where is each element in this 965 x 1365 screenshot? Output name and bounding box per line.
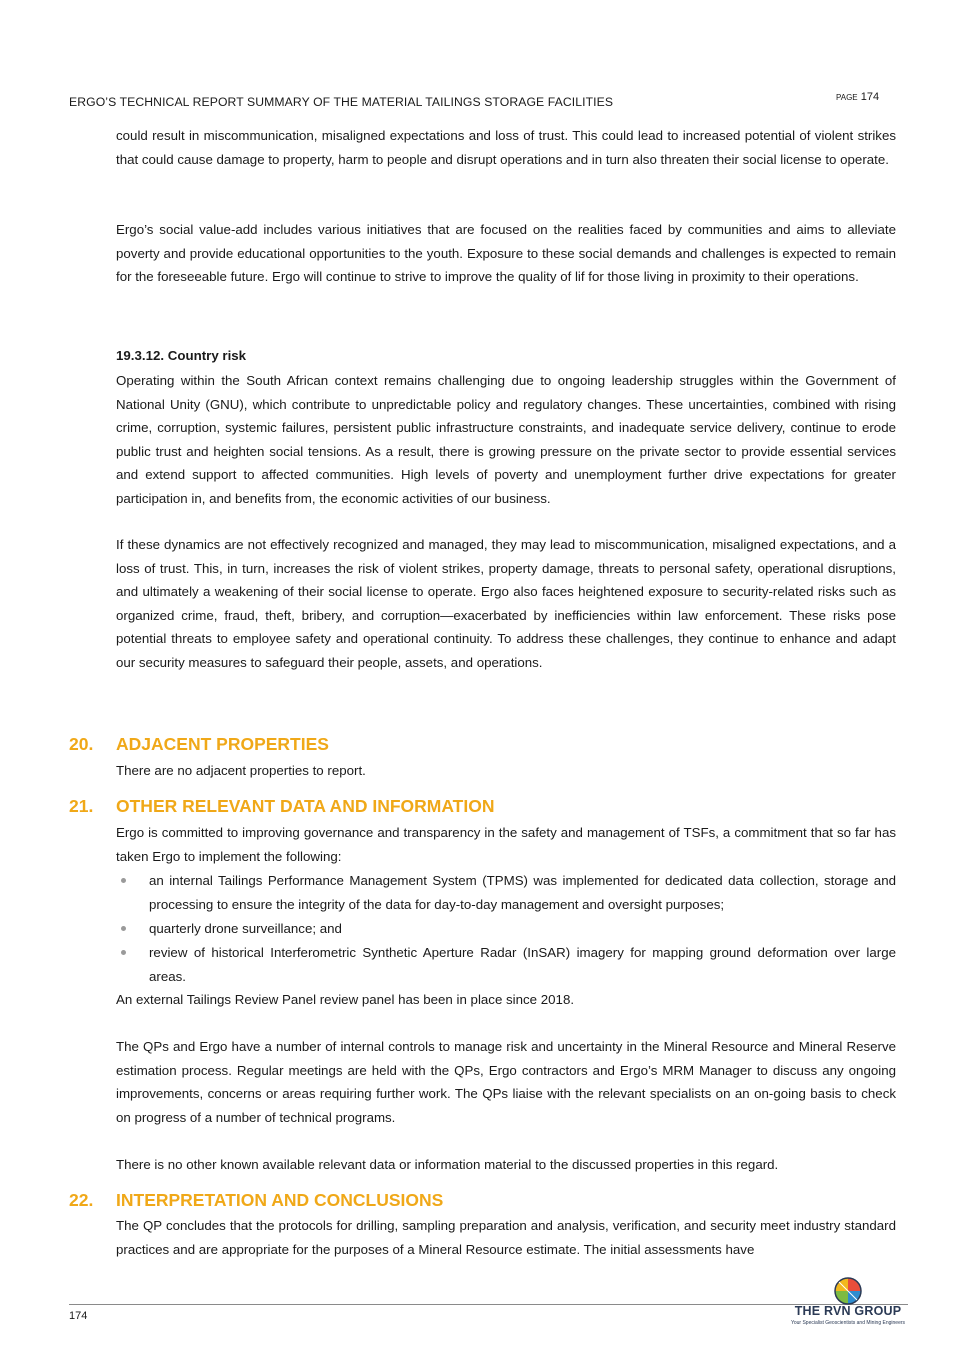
bullet-icon (121, 926, 126, 931)
section-21-paragraph-1: The QPs and Ergo have a number of internal controls to manage risk and uncertainty in the Mineral Resource and Mineral Reserve estimation process. Regular meetings are held with the QPs, Ergo contractors and Ergo’s MRM Manager to discuss any ongoing improvements, concerns or areas requiring further work. The QPs liaise with the relevant specialists on an on-going basis to check on progress of a number of technical programs. (116, 1039, 896, 1125)
bullet-icon (121, 950, 126, 955)
section-21-intro: Ergo is committed to improving governance and transparency in the safety and management of TSFs, a commitment that so far has taken Ergo to implement the following: (116, 825, 896, 864)
section-22-title: INTERPRETATION AND CONCLUSIONS (116, 1190, 444, 1210)
footer-page-number: 174 (69, 1310, 88, 1322)
section-22-number: 22. (69, 1190, 94, 1210)
country-risk-paragraph-1: Operating within the South African context remains challenging due to ongoing leadership struggles within the Government of National Unity (GNU), which contribute to unpredictable policy and regulatory changes. These uncertainties, combined with rising crime, corruption, systemic failures, persistent public infrastructure constraints, and inadequate service delivery, continue to erode public trust and heighten social tensions. As a result, there is growing pressure on the private sector to provide essential services and extend support to affected communities. High levels of poverty and unemployment further drive expectations for greater participation in, and benefits from, the economic activities of our business. (116, 373, 896, 506)
intro-paragraph-2: Ergo’s social value-add includes various initiatives that are focused on the realities faced by communities and aims to alleviate poverty and provide educational opportunities to the youth. Exposure to these social demands and challenges is expected to remain for the foreseeable future. Ergo will continue to strive to improve the quality of lif for those living in proximity to their operations. (116, 222, 896, 284)
header-page-number: 174 (860, 91, 880, 103)
rvn-group-logo (788, 1277, 908, 1329)
country-risk-heading: 19.3.12. Country risk (116, 348, 247, 363)
section-20-text: There are no adjacent properties to report. (116, 763, 366, 778)
bullet-item-1: an internal Tailings Performance Management System (TPMS) was implemented for dedicated data collection, storage and processing to ensure the integrity of the data for day-to-day management and oversight purposes; (149, 873, 896, 912)
section-21-paragraph-2: There is no other known available relevant data or information material to the discussed properties in this regard. (116, 1157, 779, 1172)
footer-divider (69, 1304, 908, 1305)
section-21-after-bullets: An external Tailings Review Panel review panel has been in place since 2018. (116, 992, 575, 1007)
report-title: ERGO’S TECHNICAL REPORT SUMMARY OF THE MATERIAL TAILINGS STORAGE FACILITIES (69, 95, 614, 109)
rvn-logo-icon (788, 1277, 908, 1307)
logo-tagline: Your Specialist Geoscientists and Mining Engineers (790, 1320, 906, 1326)
section-22-text: The QP concludes that the protocols for drilling, sampling preparation and analysis, verification, and security meet industry standard practices and are appropriate for the purposes of a Mineral Resource estimate. The initial assessments have (116, 1218, 896, 1257)
logo-name: THE RVN GROUP (794, 1304, 902, 1318)
section-20-number: 20. (69, 734, 94, 754)
page-prefix: PAGE (836, 93, 858, 102)
section-21-number: 21. (69, 796, 94, 816)
country-risk-paragraph-2: If these dynamics are not effectively recognized and managed, they may lead to miscommunication, misaligned expectations, and a loss of trust. This, in turn, increases the risk of violent strikes, property damage, threats to personal safety, operational disruptions, and ultimately a weakening of their social license to operate. Ergo also faces heightened exposure to security-related risks such as organized crime, fraud, theft, bribery, and corruption—exacerbated by inefficiencies within law enforcement. These risks pose potential threats to employee safety and operational continuity. To address these challenges, they continue to enhance and adapt our security measures to safeguard their people, assets, and operations. (116, 537, 896, 670)
bullet-item-2: quarterly drone surveillance; and (149, 921, 342, 936)
bullet-item-3: review of historical Interferometric Synthetic Aperture Radar (InSAR) imagery for mapping ground deformation over large areas. (149, 945, 896, 984)
section-20-title: ADJACENT PROPERTIES (116, 734, 329, 754)
intro-paragraph-1: could result in miscommunication, misaligned expectations and loss of trust. This could lead to increased potential of violent strikes that could cause damage to property, harm to people and disrupt operations and in turn also threaten their social license to operate. (116, 128, 896, 167)
header-page-label (836, 91, 879, 103)
bullet-icon (121, 878, 126, 883)
section-21-title: OTHER RELEVANT DATA AND INFORMATION (116, 796, 495, 816)
